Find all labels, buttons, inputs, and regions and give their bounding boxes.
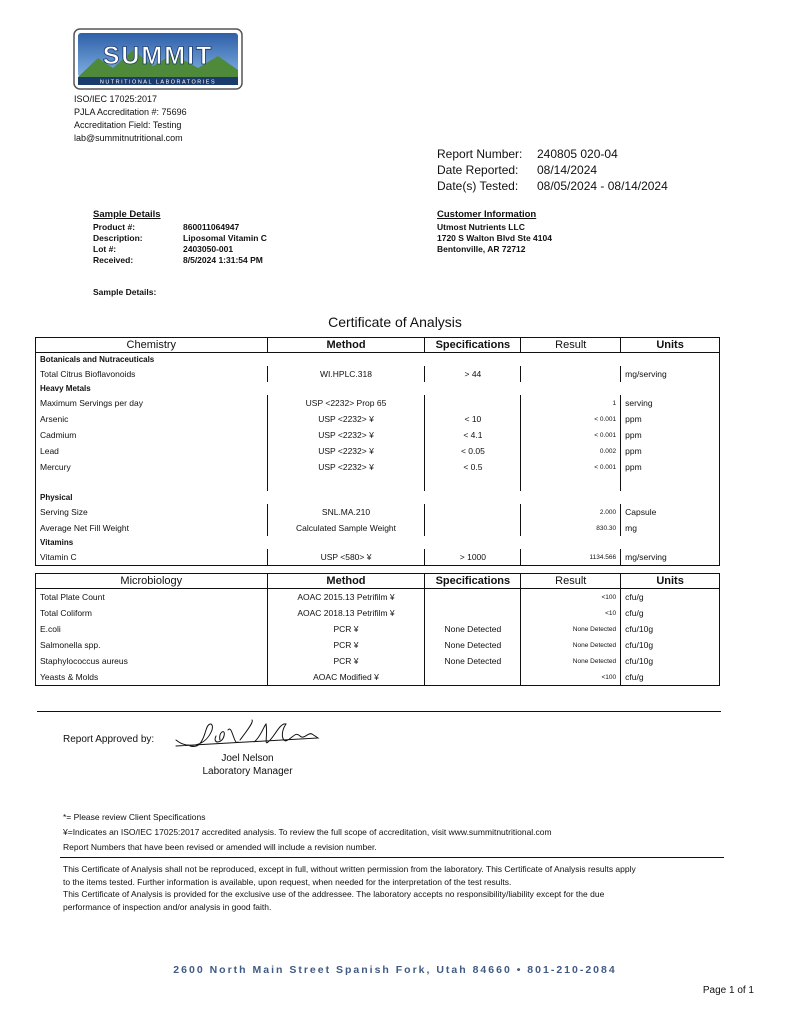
col-header: Specifications — [425, 338, 521, 353]
units: cfu/10g — [621, 621, 720, 637]
table-row — [36, 366, 720, 382]
analyte: Serving Size — [40, 507, 88, 517]
lab-info-line: PJLA Accreditation #: 75696 — [74, 107, 187, 117]
result: < 0.001 — [521, 411, 621, 427]
lab-email: lab@summitnutritional.com — [74, 133, 183, 143]
lab-info-line: ISO/IEC 17025:2017 — [74, 94, 158, 104]
method: AOAC 2015.13 Petrifilm ¥ — [267, 589, 425, 606]
method — [267, 475, 425, 491]
units: cfu/10g — [621, 653, 720, 669]
units: ppm — [621, 427, 720, 443]
result: 2.000 — [521, 504, 621, 520]
report-number: 240805 020-04 — [537, 147, 618, 161]
spec: None Detected — [425, 621, 521, 637]
spec — [425, 504, 521, 520]
units: ppm — [621, 443, 720, 459]
units: Capsule — [621, 504, 720, 520]
table-row — [36, 395, 720, 411]
result: <100 — [521, 589, 621, 606]
result: 0.002 — [521, 443, 621, 459]
lab-info-line: Accreditation Field: Testing — [74, 120, 182, 130]
note-line: Report Numbers that have been revised or amended will include a revision number. — [63, 842, 377, 852]
note-line: ¥=Indicates an ISO/IEC 17025:2017 accredited analysis. To review the full scope of accreditation, visit www.summitnutritional.com — [63, 827, 552, 837]
divider — [60, 857, 724, 858]
col-header: Chemistry — [36, 338, 268, 353]
disclaimer-line: to the items tested. Further information is available, upon request, when needed for the interpretation of the test results. — [63, 876, 512, 887]
table-header-row — [36, 338, 720, 353]
disclaimer-line: This Certificate of Analysis is provided for the exclusive use of the addressee. The laboratory accepts no responsibility/liability except for the due — [63, 889, 605, 899]
analyte: Total Plate Count — [40, 592, 105, 602]
sample-value: 2403050-001 — [183, 244, 234, 254]
sample-value: Liposomal Vitamin C — [183, 233, 267, 243]
col-header: Specifications — [425, 574, 521, 589]
analyte — [36, 475, 268, 491]
table-row — [36, 637, 720, 653]
result: < 0.001 — [521, 459, 621, 475]
method: PCR ¥ — [267, 637, 425, 653]
units: cfu/10g — [621, 637, 720, 653]
result: None Detected — [521, 637, 621, 653]
disclaimer-line: performance of inspection and/or analysis in good faith. — [63, 901, 272, 912]
analyte: Total Citrus Bioflavonoids — [40, 369, 136, 379]
units: mg/serving — [621, 549, 720, 566]
spec: > 44 — [425, 366, 521, 382]
date-reported-label: Date Reported: — [437, 163, 519, 177]
sample-key: Received: — [93, 255, 134, 265]
units: ppm — [621, 459, 720, 475]
table-row — [36, 653, 720, 669]
customer-line: 1720 S Walton Blvd Ste 4104 — [437, 233, 552, 243]
result: 1 — [521, 395, 621, 411]
spec: > 1000 — [425, 549, 521, 566]
signer-block — [195, 752, 300, 778]
method: Calculated Sample Weight — [267, 520, 425, 536]
table-row — [36, 589, 720, 606]
sample-key: Description: — [93, 233, 143, 243]
analyte: Total Coliform — [40, 608, 92, 618]
analyte: Cadmium — [40, 430, 77, 440]
method: USP <2232> ¥ — [267, 427, 425, 443]
date-reported: 08/14/2024 — [537, 163, 598, 177]
analyte: Maximum Servings per day — [40, 398, 143, 408]
divider — [37, 711, 721, 712]
coa-title: Certificate of Analysis — [328, 314, 462, 330]
col-header: Result — [521, 338, 621, 353]
disclaimer-line: This Certificate of Analysis shall not be reproduced, except in full, without written permission from the laboratory. This Certificate of Analysis results apply — [63, 864, 636, 874]
col-header: Units — [621, 574, 720, 589]
units: mg/serving — [621, 366, 720, 382]
spec — [425, 520, 521, 536]
table-row — [36, 459, 720, 475]
sample-key: Product #: — [93, 222, 136, 232]
signer-title: Laboratory Manager — [202, 766, 293, 777]
method: PCR ¥ — [267, 653, 425, 669]
col-header: Method — [267, 338, 425, 353]
spec: < 10 — [425, 411, 521, 427]
units: cfu/g — [621, 605, 720, 621]
table-row — [36, 411, 720, 427]
method: USP <2232> ¥ — [267, 411, 425, 427]
table-row — [36, 605, 720, 621]
summit-logo — [73, 28, 243, 90]
sample-details-label: Sample Details: — [93, 287, 157, 297]
units: ppm — [621, 411, 720, 427]
table-header-row — [36, 574, 720, 589]
customer-line: Utmost Nutrients LLC — [437, 222, 525, 232]
sample-key: Lot #: — [93, 244, 117, 254]
col-header: Result — [521, 574, 621, 589]
approved-by-label: Report Approved by: — [63, 734, 155, 745]
result: None Detected — [521, 653, 621, 669]
logo-tagline: NUTRITIONAL LABORATORIES — [99, 79, 217, 86]
result: <10 — [521, 605, 621, 621]
units — [621, 475, 720, 491]
table-row — [36, 443, 720, 459]
customer-info-title: Customer Information — [437, 209, 537, 220]
report-info — [437, 146, 668, 194]
result: 1134.566 — [521, 549, 621, 566]
microbiology-table — [35, 573, 720, 686]
units: cfu/g — [621, 589, 720, 606]
method: AOAC Modified ¥ — [267, 669, 425, 686]
table-row — [36, 504, 720, 520]
section-label: Physical — [40, 493, 73, 502]
analyte: Mercury — [40, 462, 71, 472]
analyte: Yeasts & Molds — [40, 672, 99, 682]
method: PCR ¥ — [267, 621, 425, 637]
method: USP <2232> Prop 65 — [267, 395, 425, 411]
spec: < 0.05 — [425, 443, 521, 459]
method: AOAC 2018.13 Petrifilm ¥ — [267, 605, 425, 621]
analyte: Lead — [40, 446, 59, 456]
customer-line: Bentonville, AR 72712 — [437, 244, 526, 254]
spec: < 4.1 — [425, 427, 521, 443]
analyte: Staphylococcus aureus — [40, 656, 128, 666]
logo-name: SUMMIT — [102, 42, 214, 70]
analyte: Average Net Fill Weight — [40, 523, 129, 533]
spec — [425, 589, 521, 606]
signer-name: Joel Nelson — [221, 753, 274, 764]
col-header: Microbiology — [36, 574, 268, 589]
analyte: E.coli — [40, 624, 61, 634]
footer-address: 2600 North Main Street Spanish Fork, Utah 84660 • 801-210-2084 — [173, 964, 617, 976]
sample-details-title: Sample Details — [93, 209, 161, 220]
units: serving — [621, 395, 720, 411]
analyte: Arsenic — [40, 414, 69, 424]
signature — [168, 716, 328, 756]
method: USP <580> ¥ — [267, 549, 425, 566]
result: 830.30 — [521, 520, 621, 536]
spec: < 0.5 — [425, 459, 521, 475]
section-label: Heavy Metals — [40, 384, 91, 393]
result: <100 — [521, 669, 621, 686]
spec — [425, 395, 521, 411]
page-number: Page 1 of 1 — [702, 985, 754, 996]
result: < 0.001 — [521, 427, 621, 443]
disclaimer — [63, 863, 723, 913]
customer-info — [437, 209, 552, 255]
notes — [63, 810, 552, 855]
method: SNL.MA.210 — [267, 504, 425, 520]
units: cfu/g — [621, 669, 720, 686]
table-row — [36, 549, 720, 566]
date-tested-label: Date(s) Tested: — [437, 179, 519, 193]
note-line: *= Please review Client Specifications — [63, 812, 206, 822]
result — [521, 366, 621, 382]
table-row — [36, 475, 720, 491]
table-row — [36, 621, 720, 637]
sample-value: 8/5/2024 1:31:54 PM — [183, 255, 263, 265]
analyte: Salmonella spp. — [40, 640, 101, 650]
units: mg — [621, 520, 720, 536]
table-row — [36, 669, 720, 686]
date-tested: 08/05/2024 - 08/14/2024 — [537, 179, 668, 193]
lab-info — [74, 93, 187, 145]
section-label: Botanicals and Nutraceuticals — [40, 355, 155, 364]
spec — [425, 669, 521, 686]
method: USP <2232> ¥ — [267, 459, 425, 475]
table-row — [36, 520, 720, 536]
spec — [425, 475, 521, 491]
result: None Detected — [521, 621, 621, 637]
spec: None Detected — [425, 653, 521, 669]
col-header: Units — [621, 338, 720, 353]
spec — [425, 605, 521, 621]
sample-details — [93, 209, 267, 266]
table-row — [36, 427, 720, 443]
section-label: Vitamins — [40, 538, 74, 547]
method: WI.HPLC.318 — [267, 366, 425, 382]
result — [521, 475, 621, 491]
spec: None Detected — [425, 637, 521, 653]
analyte: Vitamin C — [40, 552, 77, 562]
sample-value: 860011064947 — [183, 222, 240, 232]
method: USP <2232> ¥ — [267, 443, 425, 459]
col-header: Method — [267, 574, 425, 589]
report-number-label: Report Number: — [437, 147, 523, 161]
chemistry-table — [35, 337, 720, 566]
